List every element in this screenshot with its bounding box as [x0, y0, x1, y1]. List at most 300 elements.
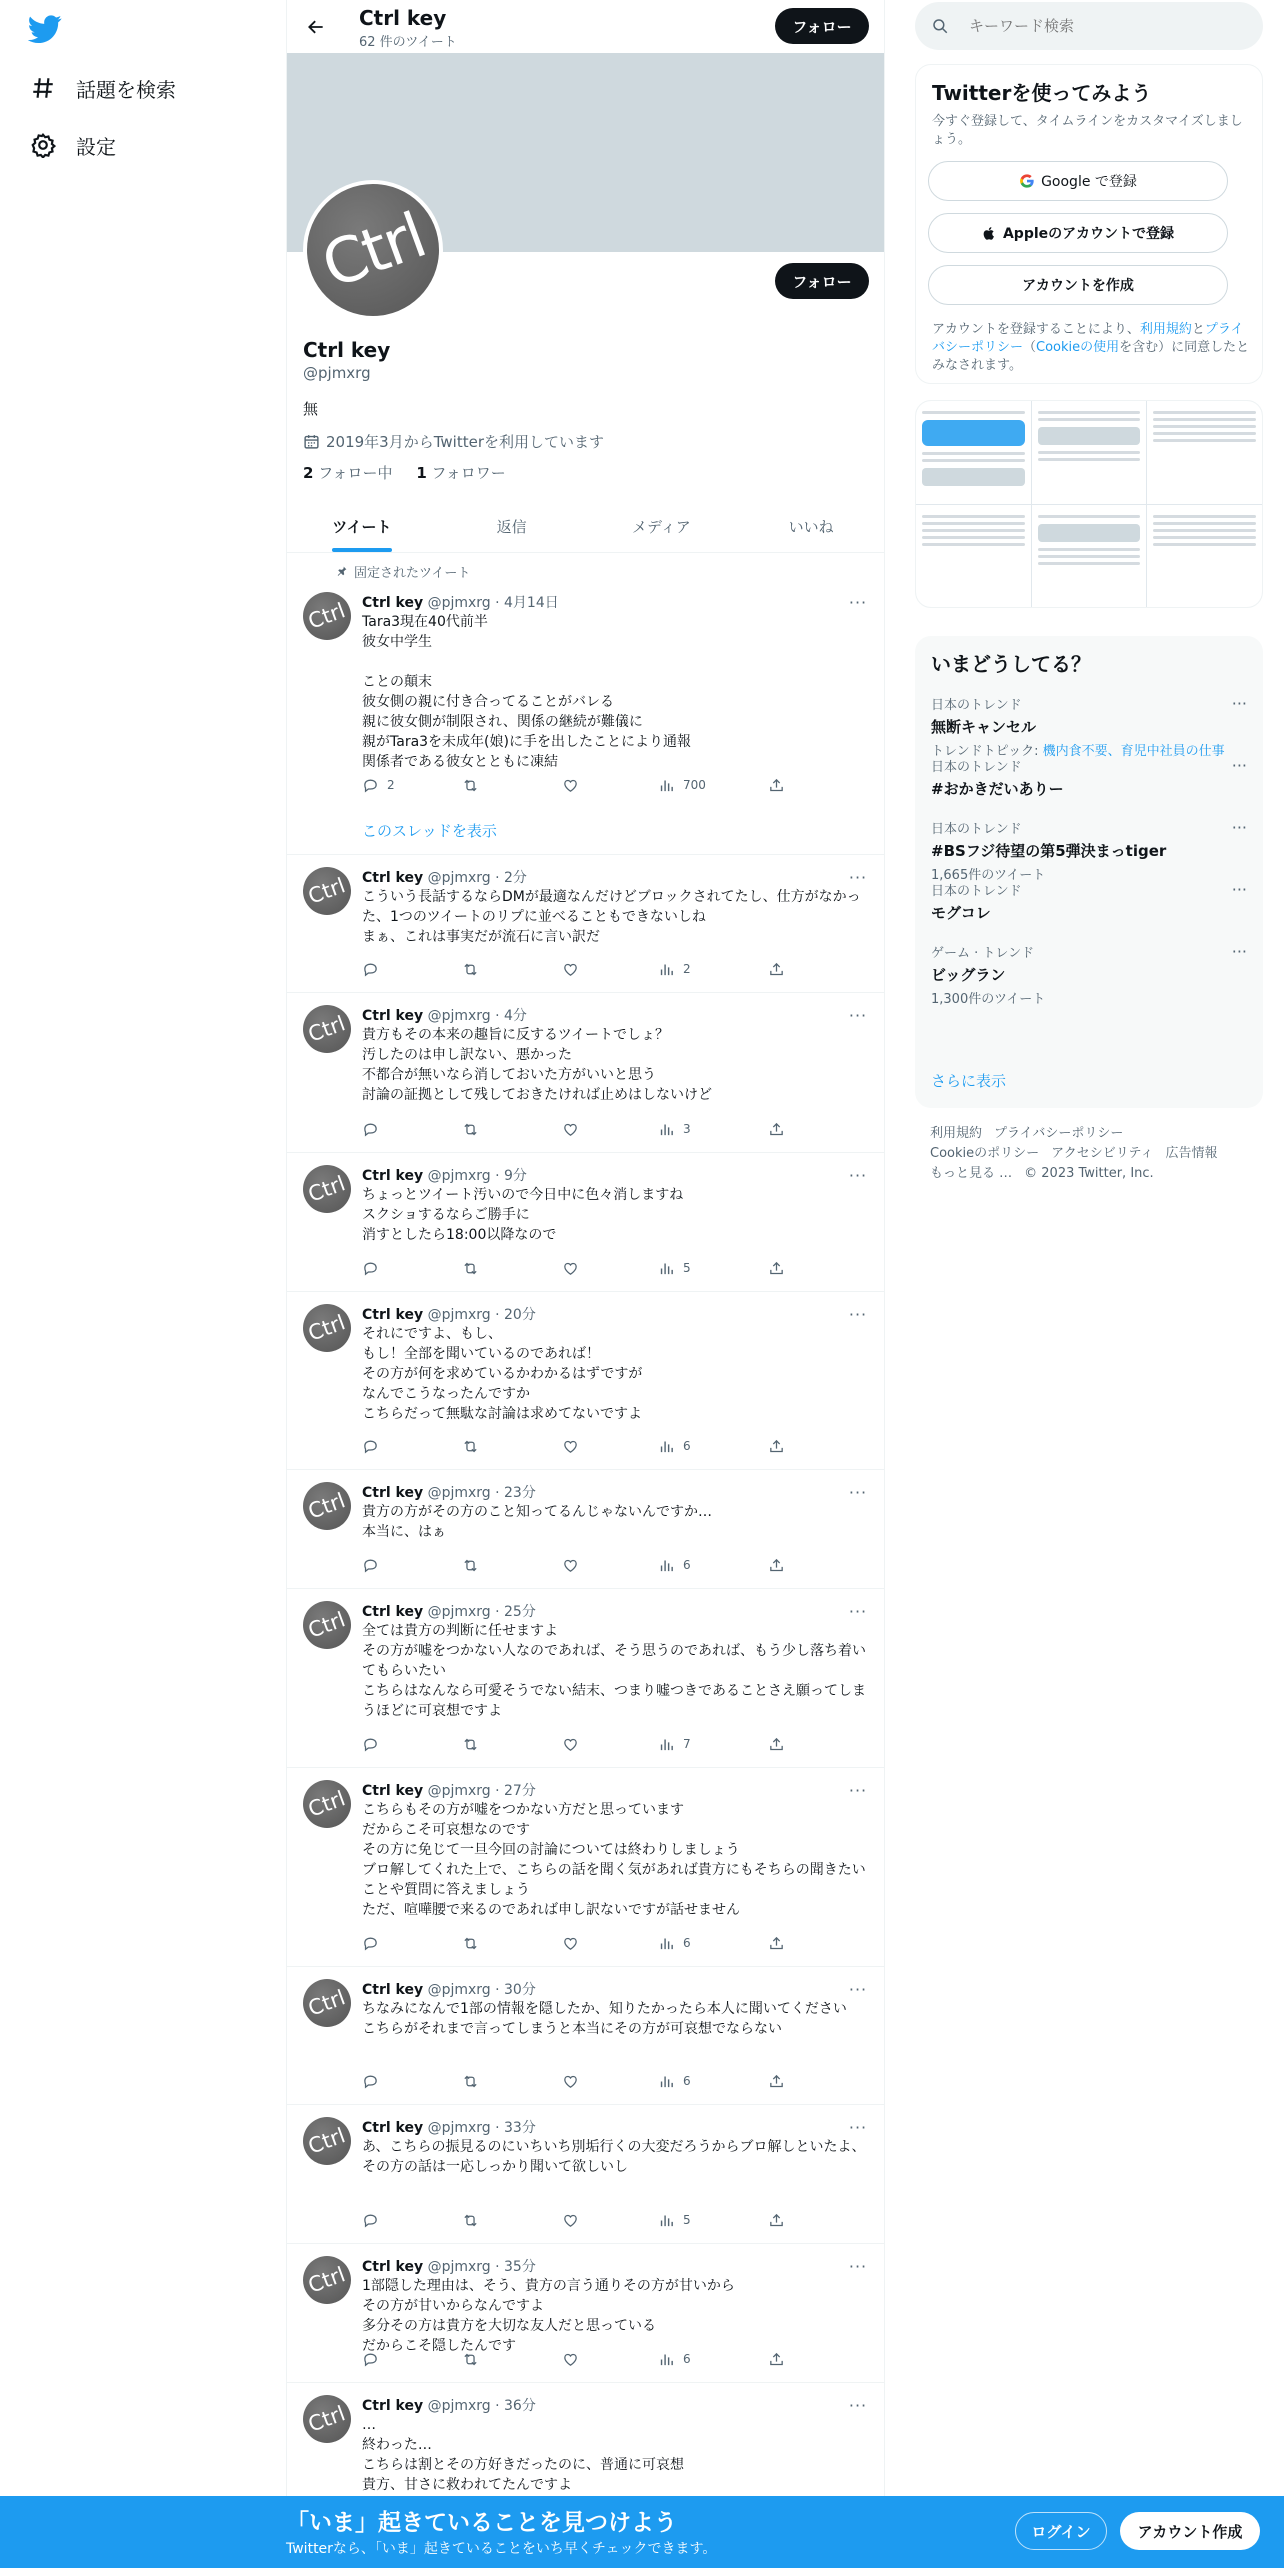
- retweet-icon: [462, 2351, 487, 2368]
- trend-item[interactable]: [931, 880, 1247, 923]
- more-icon[interactable]: ···: [848, 1165, 868, 1185]
- google-icon: [1019, 173, 1035, 189]
- views-count: 2: [683, 962, 691, 976]
- followers-link[interactable]: 1 フォロワー: [416, 464, 506, 482]
- avatar[interactable]: Ctrl: [303, 1165, 351, 1213]
- views-icon: [658, 961, 683, 978]
- like-button[interactable]: [562, 959, 587, 979]
- promo-thumb: [1147, 505, 1262, 608]
- header-follow-button[interactable]: フォロー: [775, 8, 869, 44]
- more-icon[interactable]: ···: [848, 1005, 868, 1025]
- like-button[interactable]: [562, 1555, 587, 1575]
- tweet-text: こちらもその方が嘘をつかない方だと思っています だからこそ可哀想なのです その方に免じて一旦今回の討論については終わりしましょう ブロ解してくれた上で、こちらの話を聞く気があれば貴方にもそちらの聞きたいことや質問に答えましょう ただ、喧嘩腰で来るのであれば申し訳ないですが話せません: [362, 1802, 866, 1918]
- tweet-author[interactable]: Ctrl key: [362, 1604, 424, 1620]
- signup-card: [915, 64, 1263, 384]
- like-button[interactable]: [562, 775, 587, 795]
- tweet-text: 1部隠した理由は、そう、貴方の言う通りその方が甘いから その方が甘いからなんですよ 多分その方は貴方を大切な友人だと思っている だからこそ隠したんです: [362, 2278, 735, 2354]
- views-count: 6: [683, 1936, 691, 1950]
- heart-icon: [562, 1121, 587, 1138]
- avatar[interactable]: Ctrl: [303, 867, 351, 915]
- share-button[interactable]: [768, 1933, 793, 1953]
- tweet-author[interactable]: Ctrl key: [362, 1307, 424, 1323]
- profile-follow-button[interactable]: フォロー: [775, 263, 869, 299]
- trend-name: モグコレ: [931, 904, 991, 922]
- more-icon[interactable]: ···: [848, 1979, 868, 1999]
- tweet[interactable]: [287, 1967, 885, 2105]
- like-button[interactable]: [562, 1258, 587, 1278]
- profile-follow-stats: [303, 462, 506, 483]
- profile-bio: 無: [303, 400, 319, 418]
- more-icon[interactable]: ···: [1231, 756, 1247, 775]
- header-name: Ctrl key: [359, 6, 447, 30]
- heart-icon: [562, 2212, 587, 2229]
- heart-icon: [562, 1260, 587, 1277]
- tweet-meta[interactable]: @pjmxrg · 27分: [427, 1783, 536, 1799]
- search-icon: [931, 17, 949, 35]
- like-button[interactable]: [562, 1734, 587, 1754]
- reply-icon: [362, 2073, 387, 2090]
- retweet-button[interactable]: [462, 1933, 487, 1953]
- more-icon[interactable]: ···: [1231, 942, 1247, 961]
- back-arrow-icon[interactable]: [301, 12, 331, 42]
- tab-media[interactable]: メディア: [631, 517, 691, 536]
- heart-icon: [562, 2073, 587, 2090]
- retweet-icon: [462, 1438, 487, 1455]
- reply-icon: [362, 1260, 387, 1277]
- privacy-link[interactable]: プライバシーポリシー: [932, 322, 1244, 355]
- hashtag-icon: [28, 73, 58, 103]
- tweet-header: [362, 1601, 536, 1621]
- tweet[interactable]: [287, 556, 885, 855]
- heart-icon: [562, 1438, 587, 1455]
- views-icon: [658, 2073, 683, 2090]
- footer-link[interactable]: プライバシーポリシー: [994, 1126, 1124, 1141]
- following-link[interactable]: 2 フォロー中: [303, 464, 393, 482]
- share-button[interactable]: [768, 2071, 793, 2091]
- login-button[interactable]: ログイン: [1015, 2512, 1107, 2550]
- more-icon[interactable]: ···: [848, 2256, 868, 2276]
- tweet-header: [362, 1482, 536, 1502]
- share-icon: [768, 2212, 793, 2229]
- create-account-button[interactable]: アカウントを作成: [928, 265, 1228, 305]
- google-signup-label: Google で登録: [1041, 174, 1137, 190]
- promo-thumb: [1032, 401, 1147, 504]
- reply-button[interactable]: [362, 1258, 387, 1278]
- heart-icon: [562, 2351, 587, 2368]
- views-icon: [658, 2351, 683, 2368]
- reply-count: 2: [387, 778, 395, 792]
- nav-explore-label: 話題を検索: [76, 77, 176, 102]
- reply-button[interactable]: [362, 775, 395, 795]
- trend-item[interactable]: [931, 694, 1247, 759]
- search-box[interactable]: [915, 2, 1263, 50]
- twitter-bird-icon[interactable]: [28, 12, 62, 46]
- tweet-actions: [362, 1555, 802, 1575]
- reply-button[interactable]: [362, 1436, 387, 1456]
- share-icon: [768, 1736, 793, 1753]
- tweet-author[interactable]: Ctrl key: [362, 1168, 424, 1184]
- more-icon[interactable]: ···: [1231, 880, 1247, 899]
- views-button[interactable]: [658, 1119, 691, 1139]
- reply-button[interactable]: [362, 2071, 387, 2091]
- tweet-author[interactable]: Ctrl key: [362, 1783, 424, 1799]
- views-icon: [658, 1438, 683, 1455]
- tweet-header: [362, 867, 527, 887]
- heart-icon: [562, 1736, 587, 1753]
- apple-icon: [982, 226, 997, 241]
- tweet-meta[interactable]: @pjmxrg · 9分: [427, 1168, 527, 1184]
- nav-explore[interactable]: [28, 68, 176, 108]
- tweet-meta[interactable]: @pjmxrg · 30分: [427, 1982, 536, 1998]
- views-button[interactable]: [658, 1436, 691, 1456]
- tweet-author[interactable]: Ctrl key: [362, 1008, 424, 1024]
- tweet-header: [362, 1165, 527, 1185]
- signup-title: Twitterを使ってみよう: [932, 81, 1152, 105]
- tweet-meta[interactable]: @pjmxrg · 35分: [427, 2259, 536, 2275]
- avatar[interactable]: Ctrl: [303, 1005, 351, 1053]
- footer-links: [930, 1124, 1260, 1184]
- reply-button[interactable]: [362, 959, 387, 979]
- reply-button[interactable]: [362, 1119, 387, 1139]
- avatar-text: Ctrl: [312, 198, 434, 302]
- search-input[interactable]: [969, 17, 1229, 35]
- profile-handle: @pjmxrg: [303, 364, 371, 382]
- more-icon[interactable]: ···: [848, 2395, 868, 2415]
- share-button[interactable]: [768, 1436, 793, 1456]
- trend-extra: トレンドトピック: 機内食不要、育児中社員の仕事: [931, 744, 1225, 759]
- retweet-button[interactable]: [462, 2210, 487, 2230]
- more-icon[interactable]: ···: [848, 1482, 868, 1502]
- more-icon[interactable]: ···: [848, 2117, 868, 2137]
- apple-signup-button[interactable]: [928, 213, 1228, 253]
- retweet-icon: [462, 1260, 487, 1277]
- trend-name: #BSフジ待望の第5弾決まっtiger: [931, 842, 1167, 860]
- promo-thumb: [916, 401, 1031, 504]
- avatar[interactable]: Ctrl: [303, 2256, 351, 2304]
- tweet-header: [362, 1005, 527, 1025]
- trend-topic-link[interactable]: 機内食不要、育児中社員の仕事: [1042, 744, 1225, 759]
- retweet-button[interactable]: [462, 1555, 487, 1575]
- views-button[interactable]: [658, 1734, 691, 1754]
- tweet-actions: [362, 2071, 802, 2091]
- avatar[interactable]: Ctrl: [303, 2117, 351, 2165]
- views-button[interactable]: [658, 1258, 691, 1278]
- views-button[interactable]: [658, 1933, 691, 1953]
- trend-extra: 1,665件のツイート: [931, 868, 1046, 883]
- nav-settings-label: 設定: [76, 134, 116, 159]
- tab-likes[interactable]: いいね: [788, 517, 834, 536]
- header-tweet-count: 62 件のツイート: [359, 35, 457, 50]
- avatar[interactable]: Ctrl: [303, 1601, 351, 1649]
- promo-thumb: [1032, 505, 1147, 608]
- tweet-text: 貴方の方がその方のこと知ってるんじゃないんですか… 本当に、はぁ: [362, 1504, 712, 1540]
- share-icon: [768, 1121, 793, 1138]
- retweet-icon: [462, 961, 487, 978]
- tweet-text: 貴方もその本来の趣旨に反するツイートでしょ？ 汚したのは申し訳ない、悪かった 不都合が無いなら消しておいた方がいいと思う 討論の証拠として残しておきたければ止めはしないけど: [362, 1027, 712, 1103]
- trend-extra: 1,300件のツイート: [931, 992, 1046, 1007]
- reply-icon: [362, 1121, 387, 1138]
- retweet-icon: [462, 2073, 487, 2090]
- retweet-icon: [462, 1935, 487, 1952]
- views-count: 6: [683, 1558, 691, 1572]
- profile-tabs: [287, 500, 885, 553]
- trend-name: #おかきだいありー: [931, 780, 1064, 798]
- tweet-actions: [362, 1734, 802, 1754]
- left-nav: [0, 0, 286, 2568]
- retweet-icon: [462, 2212, 487, 2229]
- views-count: 7: [683, 1737, 691, 1751]
- like-button[interactable]: [562, 2349, 587, 2369]
- reply-icon: [362, 1557, 387, 1574]
- tweet[interactable]: [287, 1470, 885, 1589]
- heart-icon: [562, 1935, 587, 1952]
- tweet-meta[interactable]: @pjmxrg · 23分: [427, 1485, 536, 1501]
- trends-panel: [915, 636, 1263, 1108]
- tweet-meta[interactable]: @pjmxrg · 33分: [427, 2120, 536, 2136]
- trend-name: 無断キャンセル: [931, 718, 1037, 736]
- like-button[interactable]: [562, 1119, 587, 1139]
- retweet-button[interactable]: [462, 2349, 487, 2369]
- tweet-text: Tara3現在40代前半 彼女中学生 ことの顛末 彼女側の親に付き合ってることがバレる 親に彼女側が制限され、関係の継続が難儀に 親がTara3を未成年(娘)に手を出したことにより通報 関係者である彼女とともに凍結: [362, 614, 691, 770]
- views-button[interactable]: [658, 775, 706, 795]
- profile-name: Ctrl key: [303, 338, 391, 362]
- promo-image-grid: [915, 400, 1263, 608]
- share-button[interactable]: [768, 959, 793, 979]
- main-column: [286, 0, 885, 2568]
- trend-context: 日本のトレンド: [931, 822, 1022, 837]
- tweet-author[interactable]: Ctrl key: [362, 1982, 424, 1998]
- like-button[interactable]: [562, 2210, 587, 2230]
- retweet-icon: [462, 1736, 487, 1753]
- retweet-button[interactable]: [462, 1734, 487, 1754]
- views-button[interactable]: [658, 2071, 691, 2091]
- tweet-actions: [362, 959, 802, 979]
- bottom-signup-bar: [0, 2496, 1284, 2568]
- tweet-meta[interactable]: @pjmxrg · 25分: [427, 1604, 536, 1620]
- tweet[interactable]: [287, 2244, 885, 2383]
- views-button[interactable]: [658, 1555, 691, 1575]
- share-button[interactable]: [768, 1258, 793, 1278]
- like-button[interactable]: [562, 1436, 587, 1456]
- views-icon: [658, 777, 683, 794]
- tweet-text: こういう長話するならDMが最適なんだけどブロックされてたし、仕方がなかった、1つのツイートのリプに並べることもできないしね まぁ、これは事実だが流石に言い訳だ: [362, 889, 861, 945]
- tweet-meta[interactable]: @pjmxrg · 2分: [427, 870, 527, 886]
- tweet[interactable]: [287, 1589, 885, 1768]
- share-icon: [768, 777, 793, 794]
- tweet-text: ちょっとツイート汚いので今日中に色々消しますね スクショするならご勝手に 消すとしたら18:00以降なので: [362, 1187, 684, 1243]
- views-button[interactable]: [658, 959, 691, 979]
- retweet-button[interactable]: [462, 775, 487, 795]
- copyright: © 2023 Twitter, Inc.: [1024, 1166, 1154, 1181]
- more-icon[interactable]: ···: [848, 867, 868, 887]
- trend-context: 日本のトレンド: [931, 698, 1022, 713]
- tweet-header: [362, 2256, 536, 2276]
- tab-replies[interactable]: 返信: [496, 517, 527, 536]
- more-icon[interactable]: ···: [848, 1601, 868, 1621]
- views-icon: [658, 1935, 683, 1952]
- retweet-button[interactable]: [462, 1119, 487, 1139]
- footer-link[interactable]: 広告情報: [1165, 1146, 1218, 1161]
- share-button[interactable]: [768, 775, 793, 795]
- footer-link[interactable]: Cookieのポリシー: [930, 1146, 1040, 1161]
- share-icon: [768, 1935, 793, 1952]
- cookie-link[interactable]: Cookieの使用: [1036, 340, 1120, 355]
- tweet-author[interactable]: Ctrl key: [362, 1485, 424, 1501]
- promo-thumb: [1147, 401, 1262, 504]
- tweet-meta[interactable]: @pjmxrg · 4分: [427, 1008, 527, 1024]
- tweet-author[interactable]: Ctrl key: [362, 2259, 424, 2275]
- tweet-author[interactable]: Ctrl key: [362, 2120, 424, 2136]
- reply-icon: [362, 2351, 387, 2368]
- share-icon: [768, 1260, 793, 1277]
- heart-icon: [562, 961, 587, 978]
- views-button[interactable]: [658, 2210, 691, 2230]
- trend-item[interactable]: [931, 756, 1247, 799]
- tweet-text: それにですよ、もし、 もし！全部を聞いているのであれば！ その方が何を求めているかわかるはずですが なんでこうなったんですか こちらだって無駄な討論は求めてないですよ: [362, 1326, 643, 1422]
- retweet-button[interactable]: [462, 959, 487, 979]
- tweet-header: [362, 592, 559, 612]
- avatar[interactable]: Ctrl: [303, 1482, 351, 1530]
- calendar-icon: [303, 433, 320, 450]
- tweet-actions: [362, 2349, 802, 2369]
- reply-button[interactable]: [362, 2210, 387, 2230]
- avatar[interactable]: Ctrl: [303, 592, 351, 640]
- views-count: 6: [683, 1439, 691, 1453]
- share-button[interactable]: [768, 1734, 793, 1754]
- heart-icon: [562, 1557, 587, 1574]
- avatar[interactable]: Ctrl: [303, 2395, 351, 2443]
- gear-icon: [28, 130, 58, 160]
- profile-joined: [303, 431, 604, 452]
- tweet-text: あ、こちらの振見るのにいちいち別垢行くの大変だろうからブロ解しといたよ、その方の話は一応しっかり聞いて欲しいし: [362, 2139, 866, 2175]
- tweet-actions: [362, 1258, 802, 1278]
- trend-item[interactable]: [931, 818, 1247, 883]
- trend-context: 日本のトレンド: [931, 760, 1022, 775]
- retweet-icon: [462, 1121, 487, 1138]
- tweet[interactable]: [287, 1292, 885, 1470]
- tweet-meta[interactable]: @pjmxrg · 4月14日: [427, 595, 559, 611]
- tweet-author[interactable]: Ctrl key: [362, 2398, 424, 2414]
- pinned-label: 固定されたツイート: [335, 562, 470, 581]
- tab-tweets[interactable]: ツイート: [287, 500, 437, 552]
- reply-icon: [362, 777, 387, 794]
- footer-link[interactable]: もっと見る …: [930, 1166, 1013, 1181]
- tweet-meta[interactable]: @pjmxrg · 36分: [427, 2398, 536, 2414]
- views-count: 5: [683, 2213, 691, 2227]
- show-thread-link[interactable]: このスレッドを表示: [362, 822, 497, 840]
- share-button[interactable]: [768, 2210, 793, 2230]
- signup-terms: アカウントを登録することにより、利用規約とプライバシーポリシー（Cookieの使用を含む）に同意したとみなされます。: [932, 322, 1250, 373]
- more-icon[interactable]: ···: [1231, 694, 1247, 713]
- views-count: 700: [683, 778, 706, 792]
- tweet-header: [362, 1780, 536, 1800]
- tweet-actions: [362, 1436, 802, 1456]
- retweet-button[interactable]: [462, 2071, 487, 2091]
- share-icon: [768, 2073, 793, 2090]
- avatar[interactable]: Ctrl: [303, 1979, 351, 2027]
- tweet-header: [362, 1979, 536, 1999]
- share-icon: [768, 1557, 793, 1574]
- share-icon: [768, 961, 793, 978]
- retweet-button[interactable]: [462, 1436, 487, 1456]
- more-icon[interactable]: ···: [1231, 818, 1247, 837]
- signup-button[interactable]: アカウント作成: [1120, 2512, 1260, 2550]
- like-button[interactable]: [562, 2071, 587, 2091]
- reply-button[interactable]: [362, 1734, 387, 1754]
- tweet[interactable]: [287, 1768, 885, 1967]
- profile-avatar[interactable]: [303, 180, 443, 320]
- reply-icon: [362, 1736, 387, 1753]
- promo-thumb: [916, 505, 1031, 608]
- share-button[interactable]: [768, 2349, 793, 2369]
- share-button[interactable]: [768, 1119, 793, 1139]
- pin-icon: [335, 565, 348, 578]
- more-icon[interactable]: ···: [848, 592, 868, 612]
- like-button[interactable]: [562, 1933, 587, 1953]
- tweet-actions: [362, 1119, 802, 1139]
- tweet-author[interactable]: Ctrl key: [362, 870, 424, 886]
- tweet[interactable]: [287, 855, 885, 993]
- avatar[interactable]: Ctrl: [303, 1304, 351, 1352]
- reply-button[interactable]: [362, 2349, 387, 2369]
- retweet-icon: [462, 1557, 487, 1574]
- tweet[interactable]: [287, 2105, 885, 2244]
- retweet-button[interactable]: [462, 1258, 487, 1278]
- bottom-bar-subtitle: Twitterなら、「いま」起きていることをいち早くチェックできます。: [286, 2541, 717, 2557]
- tweet-actions: [362, 1933, 802, 1953]
- profile-header-bar: [287, 0, 885, 53]
- share-icon: [768, 1438, 793, 1455]
- footer-link[interactable]: 利用規約: [930, 1126, 983, 1141]
- tweet-header: [362, 1304, 536, 1324]
- views-count: 3: [683, 1122, 691, 1136]
- tweet-meta[interactable]: @pjmxrg · 20分: [427, 1307, 536, 1323]
- bottom-bar-title: 「いま」起きていることを見つけよう: [286, 2510, 677, 2536]
- tweet[interactable]: [287, 993, 885, 1153]
- trend-item[interactable]: [931, 942, 1247, 1007]
- tweet-actions: [362, 2210, 802, 2230]
- views-icon: [658, 2212, 683, 2229]
- reply-button[interactable]: [362, 1933, 387, 1953]
- tweet[interactable]: [287, 1153, 885, 1292]
- google-signup-button[interactable]: [928, 161, 1228, 201]
- share-button[interactable]: [768, 1555, 793, 1575]
- terms-link[interactable]: 利用規約: [1139, 322, 1192, 337]
- retweet-icon: [462, 777, 487, 794]
- signup-subtitle: 今すぐ登録して、タイムラインをカスタマイズしましょう。: [932, 114, 1243, 147]
- reply-icon: [362, 1438, 387, 1455]
- more-icon[interactable]: ···: [848, 1780, 868, 1800]
- reply-button[interactable]: [362, 1555, 387, 1575]
- views-count: 6: [683, 2352, 691, 2366]
- footer-link[interactable]: アクセシビリティ: [1051, 1146, 1154, 1161]
- heart-icon: [562, 777, 587, 794]
- views-count: 6: [683, 2074, 691, 2088]
- nav-settings[interactable]: [28, 125, 116, 165]
- tweet-text: … 終わった… こちらは割とその方好きだったのに、普通に可哀想 貴方、甘さに救われてたんですよ: [362, 2417, 684, 2493]
- views-button[interactable]: [658, 2349, 691, 2369]
- tweet-author[interactable]: Ctrl key: [362, 595, 424, 611]
- trends-show-more[interactable]: さらに表示: [931, 1072, 1007, 1090]
- share-icon: [768, 2351, 793, 2368]
- reply-icon: [362, 2212, 387, 2229]
- trend-context: ゲーム · トレンド: [931, 946, 1035, 961]
- more-icon[interactable]: ···: [848, 1304, 868, 1324]
- tweet-header: [362, 2395, 536, 2415]
- avatar[interactable]: Ctrl: [303, 1780, 351, 1828]
- views-icon: [658, 1260, 683, 1277]
- views-icon: [658, 1557, 683, 1574]
